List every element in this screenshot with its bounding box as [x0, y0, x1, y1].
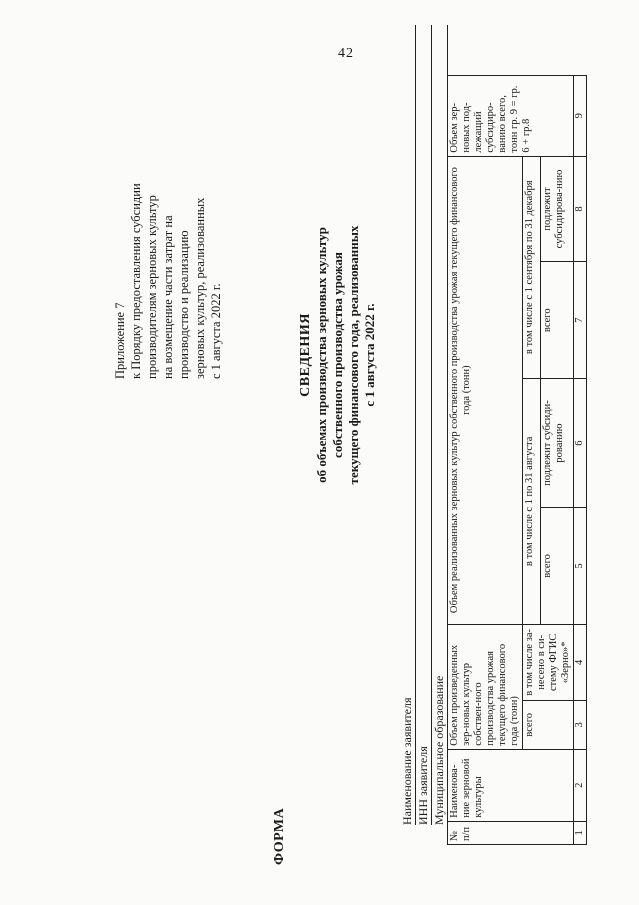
applicant-fields [400, 25, 448, 825]
header-sold-september: в том числе с 1 сентября по 31 декабря [523, 156, 541, 378]
appendix-line: производителям зерновых культур [145, 195, 159, 379]
appendix-line: на возмещение части затрат на [161, 215, 175, 379]
header-produced-fgis: в том числе за-несено в си-стему ФГИС «Зерно»* [523, 624, 574, 700]
column-number: 2 [574, 749, 587, 821]
header-sold: Объем реализованных зерновых культур собственного производства урожая текущего финансового года (тонн) [448, 156, 523, 624]
applicant-name-label: Наименование заявителя [400, 697, 414, 825]
column-number: 9 [574, 76, 587, 157]
heading-title: СВЕДЕНИЯ [298, 313, 313, 397]
column-number: 7 [574, 262, 587, 379]
applicant-inn-label: ИНН заявителя [416, 746, 430, 825]
appendix-line: производство и реализацию [177, 230, 191, 379]
heading-line: об объемах производства зерновых культур [314, 227, 329, 483]
appendix-line: Приложение 7 [113, 302, 127, 379]
applicant-inn-field[interactable] [416, 25, 432, 825]
header-sold-august: в том числе с 1 по 31 августа [523, 378, 541, 624]
applicant-name-field[interactable] [400, 25, 416, 825]
header-sold-september-subsidy: подлежит субсидирова-нию [541, 156, 574, 262]
header-sold-september-total: всего [541, 262, 574, 379]
header-num: № п/п [448, 821, 574, 844]
appendix-line: к Порядку предоставления субсидии [129, 183, 143, 379]
column-number: 5 [574, 508, 587, 625]
form-label: ФОРМА [272, 807, 287, 865]
header-subsidy-volume: Объем зер-новых под-лежащий субсидиро-ванию всего, тонн гр. 9 = гр. 6 + гр.8 [448, 76, 574, 157]
column-number: 8 [574, 156, 587, 262]
header-produced: Объем произведенных зер-новых культур собствен-ного производства урожая текущего финансового года (тонн) [448, 624, 523, 749]
header-crop: Наименова-ние зерновой культуры [448, 749, 574, 821]
column-number: 3 [574, 700, 587, 749]
column-number-row [574, 76, 587, 845]
document-heading [298, 165, 378, 545]
column-number: 1 [574, 821, 587, 844]
heading-line: текущего финансового года, реализованных [346, 225, 361, 485]
appendix-line: зерновых культур, реализованных [193, 197, 207, 379]
data-table [447, 75, 587, 845]
header-sold-august-subsidy: подлежит субсиди-рованию [541, 378, 574, 507]
municipality-field[interactable] [432, 25, 448, 825]
heading-line: собственного производства урожая [330, 252, 345, 458]
appendix-block [112, 59, 224, 379]
municipality-label: Муниципальное образование [432, 675, 446, 825]
page-number: 42 [338, 46, 354, 61]
column-number: 4 [574, 624, 587, 700]
header-sold-august-total: всего [541, 508, 574, 625]
header-produced-total: всего [523, 700, 574, 749]
appendix-line: с 1 августа 2022 г. [209, 283, 223, 379]
column-number: 6 [574, 378, 587, 507]
heading-line: с 1 августа 2022 г. [362, 303, 377, 407]
